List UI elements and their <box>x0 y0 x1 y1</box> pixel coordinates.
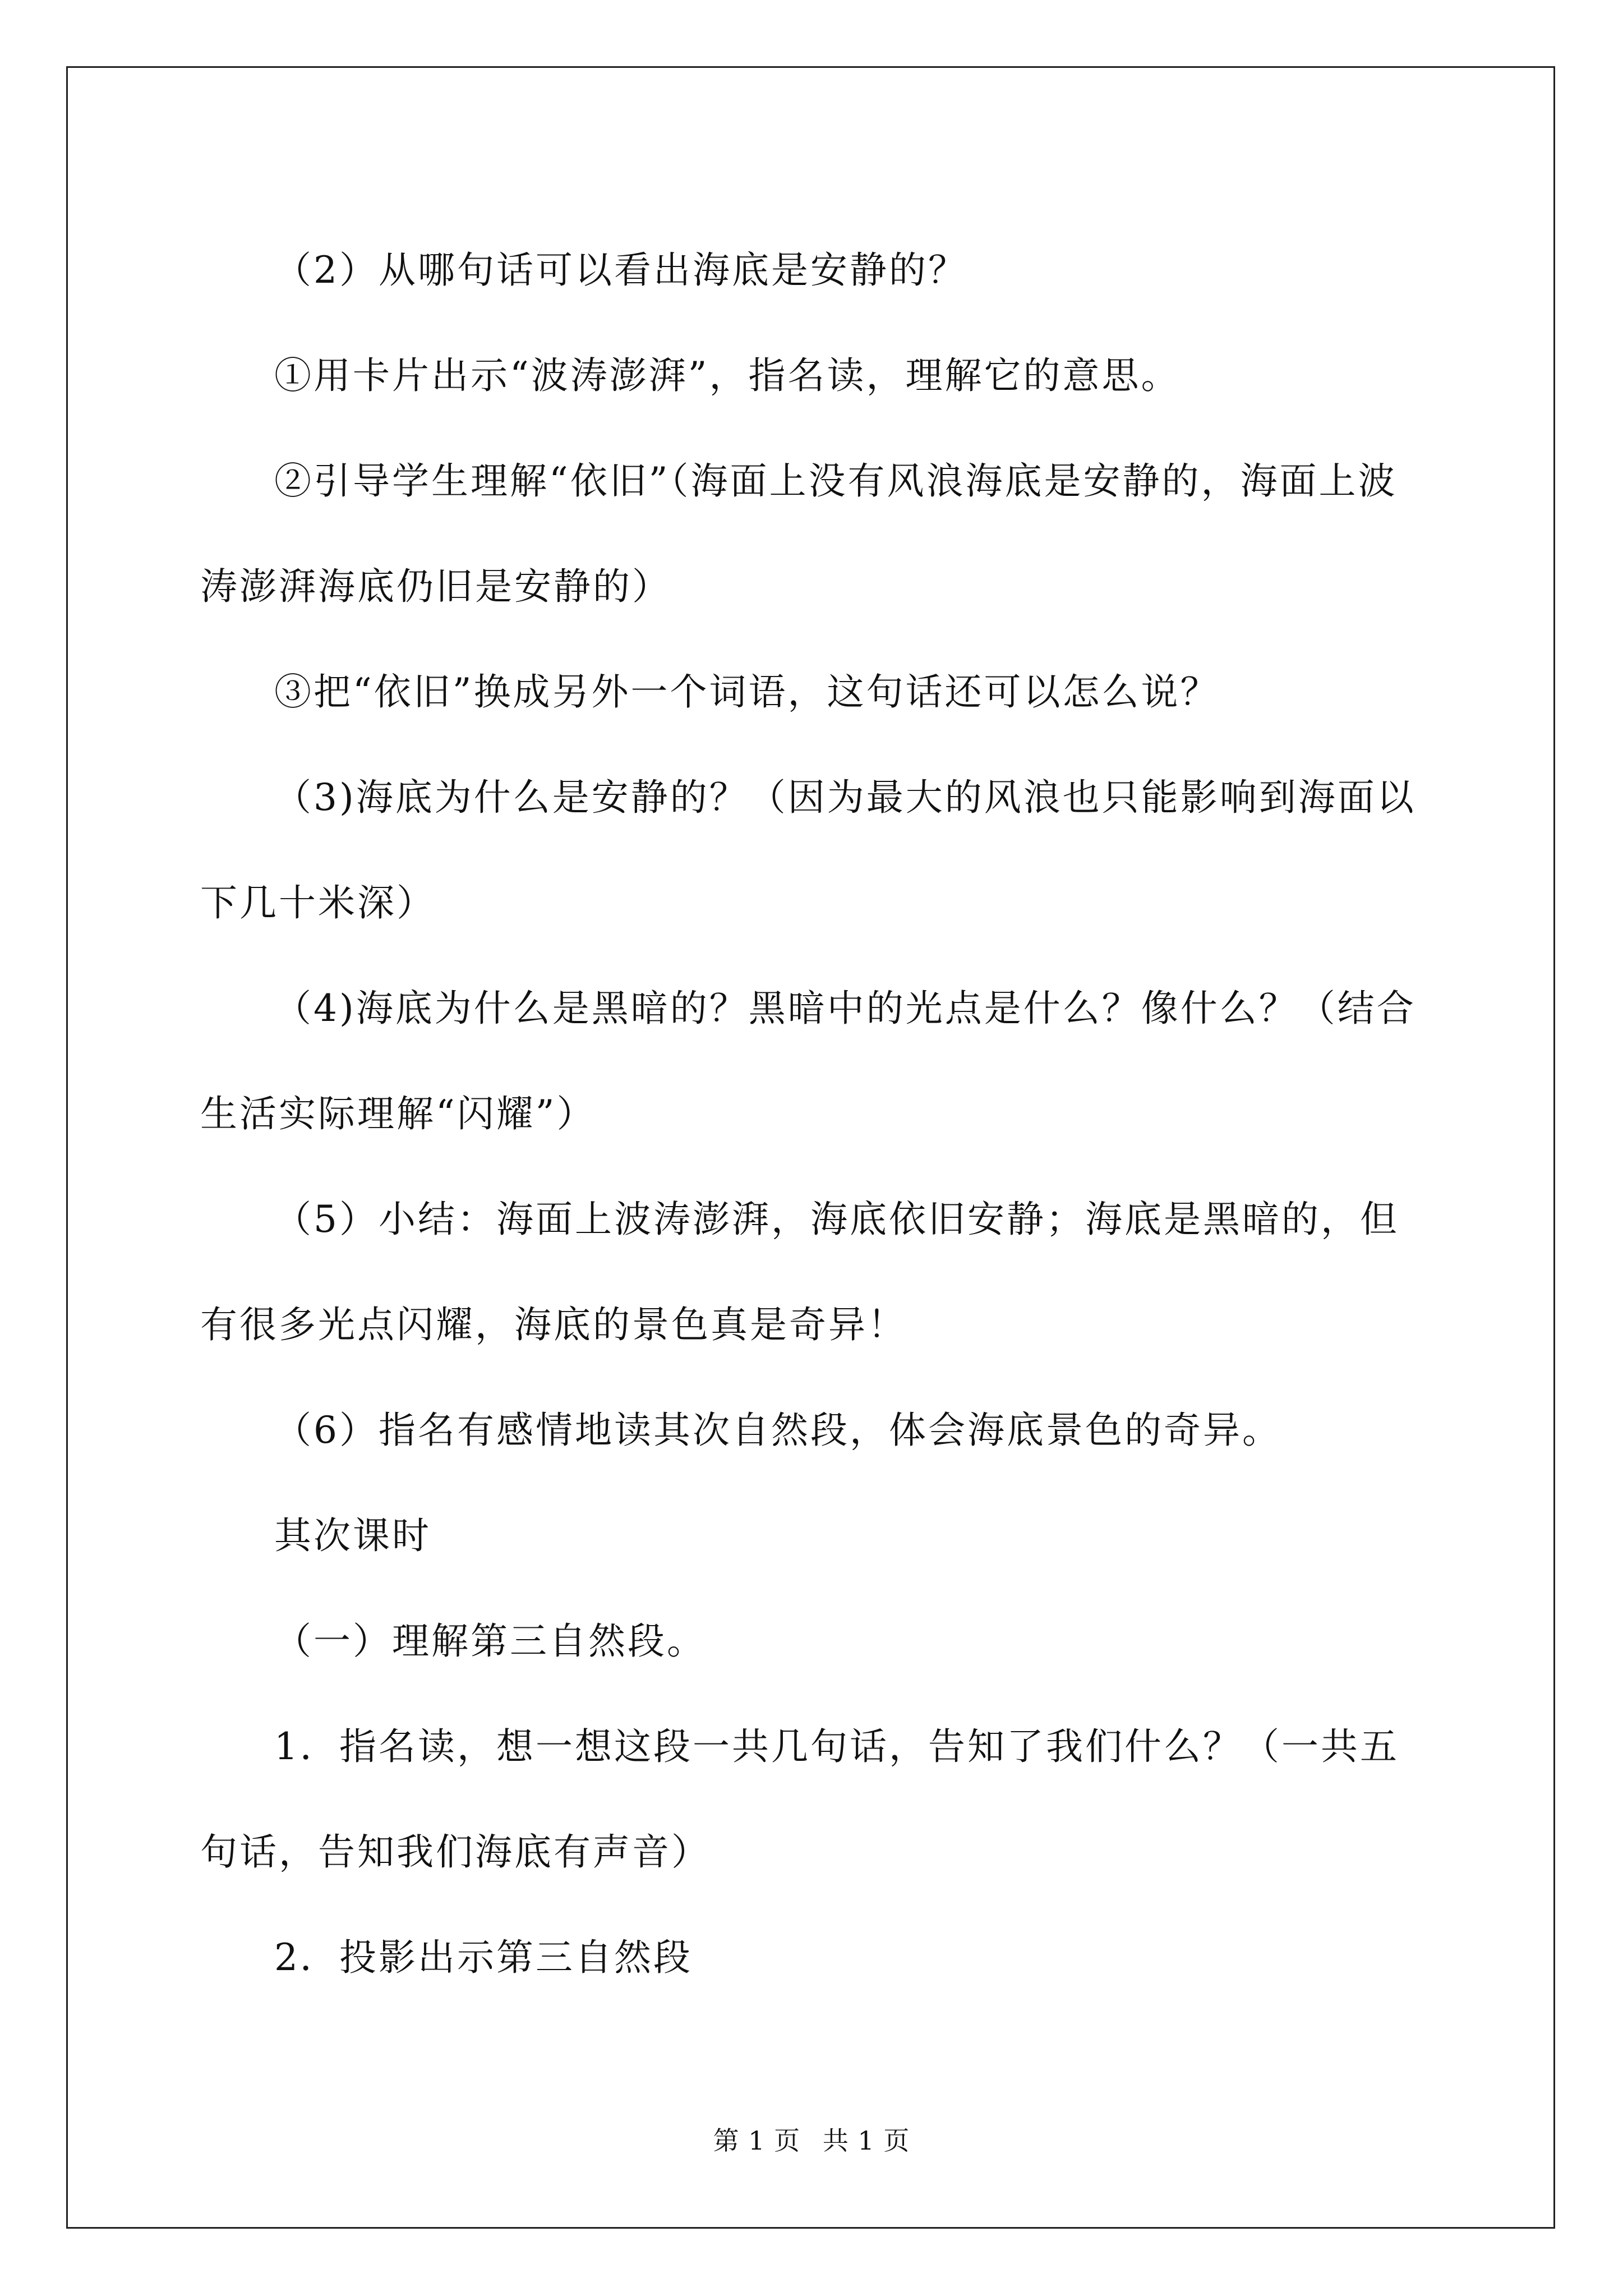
page-total: 共 1 页 <box>822 2125 910 2156</box>
section-heading: 其次课时 <box>274 1514 431 1557</box>
paragraph: ③把“依旧”换成另外一个词语，这句话还可以怎么说？ <box>274 670 1220 714</box>
page-number: 第 1 页 <box>713 2125 801 2156</box>
paragraph: ①用卡片出示“波涛澎湃”，指名读，理解它的意思。 <box>274 354 1181 397</box>
paragraph: 2．投影出示第三自然段 <box>274 1936 693 1979</box>
paragraph: （一）理解第三自然段。 <box>274 1619 706 1663</box>
paragraph: （5）小结：海面上波涛澎湃，海底依旧安静；海底是黑暗的，但有很多光点闪耀，海底的景色真是奇异！ <box>200 1198 1399 1346</box>
paragraph: （3)海底为什么是安静的？（因为最大的风浪也只能影响到海面以下几十米深） <box>200 776 1416 924</box>
paragraph: （6）指名有感情地读其次自然段，体会海底景色的奇异。 <box>274 1409 1281 1452</box>
paragraph: ②引导学生理解“依旧”（海面上没有风浪海底是安静的，海面上波涛澎湃海底仍旧是安静的） <box>200 459 1398 608</box>
page-footer <box>0 2120 1623 2157</box>
paragraph: 1．指名读，想一想这段一共几句话，告知了我们什么？（一共五句话，告知我们海底有声音） <box>200 1725 1399 1874</box>
paragraph: （4)海底为什么是黑暗的？黑暗中的光点是什么？像什么？（结合生活实际理解“闪耀”） <box>200 987 1416 1135</box>
paragraph: （2）从哪句话可以看出海底是安静的？ <box>274 249 967 292</box>
document-body <box>200 218 1428 2010</box>
